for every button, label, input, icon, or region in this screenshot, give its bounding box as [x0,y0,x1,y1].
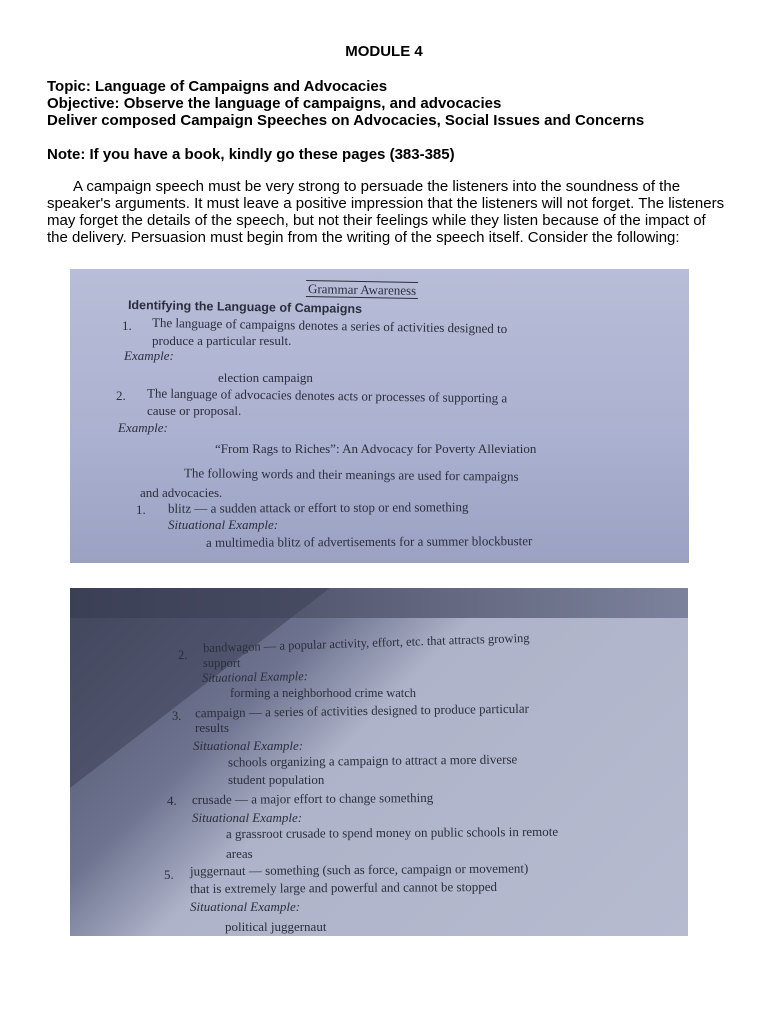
word-1-definition: blitz — a sudden attack or effort to stop or end something [167,499,469,516]
word-4-line-1: crusade — a major effort to change something [191,789,434,808]
word-2-situational-label: Situational Example: [201,669,308,685]
word-3-example-line-1: schools organizing a campaign to attract a more diverse [227,751,518,770]
word-5-line-1: juggernaut — something (such as force, campaign or movement) [189,860,529,879]
item-1-number: 1. [122,318,132,333]
book-page-photo-2 [70,588,688,936]
word-5-line-2: that is extremely large and powerful and cannot be stopped [189,878,498,897]
word-5-number: 5. [164,867,174,882]
word-3-example-line-2: student population [228,772,325,787]
identifying-heading: Identifying the Language of Campaigns [127,297,363,317]
intro-paragraph-text: A campaign speech must be very strong to persuade the listeners into the soundness of the speaker's arguments. It must leave a positive impression that the listeners will not forget. The listeners may forget the details of the speech, but not their feelings while they listen because of the impact of the delivery. Persuasion must begin from the writing of the speech itself. Consider the following: [47,178,725,246]
word-3-line-1: campaign — a series of activities designed to produce particular [194,700,529,721]
module-title: MODULE 4 [345,43,423,60]
item-1-line-2: produce a particular result. [152,333,292,348]
word-1-number: 1. [136,502,146,517]
word-3-situational-label: Situational Example: [193,738,304,753]
word-5-example: political juggernaut [225,919,327,934]
topic-line: Topic: Language of Campaigns and Advocacies [47,78,388,95]
word-4-example-line-2: areas [226,846,253,861]
word-4-number: 4. [167,793,177,808]
word-5-situational-label: Situational Example: [190,899,301,914]
word-3-number: 3. [172,709,182,723]
grammar-awareness-heading: Grammar Awareness [306,280,418,299]
word-4-example-line-1: a grassroot crusade to spend money on public schools in remote [225,823,559,842]
note-line: Note: If you have a book, kindly go these pages (383-385) [47,146,455,163]
word-1-example: a multimedia blitz of advertisements for a summer blockbuster [205,533,533,550]
word-4-situational-label: Situational Example: [192,810,303,825]
word-2-example: forming a neighborhood crime watch [230,686,417,700]
objective-line: Objective: Observe the language of campaigns, and advocacies [47,95,502,112]
book-page-photo-1 [70,269,689,563]
deliver-line: Deliver composed Campaign Speeches on Advocacies, Social Issues and Concerns [47,112,645,129]
word-2-line-2: support [203,656,241,670]
intro-paragraph [47,178,727,246]
word-2-line-1: bandwagon — a popular activity, effort, etc. that attracts growing [202,630,530,656]
example-label-1: Example: [124,348,174,363]
item-1-line-1: The language of campaigns denotes a series of activities designed to [151,314,508,337]
item-2-line-1: The language of advocacies denotes acts or processes of supporting a [146,385,508,406]
word-3-line-2: results [195,720,229,735]
example-1: election campaign [218,370,313,385]
word-2-number: 2. [178,648,188,662]
item-2-number: 2. [116,388,126,403]
word-1-situational-label: Situational Example: [168,517,279,532]
words-line-2: and advocacies. [140,485,223,500]
words-line-1: The following words and their meanings are used for campaigns [183,465,519,484]
example-label-2: Example: [118,420,168,435]
example-2: “From Rags to Riches”: An Advocacy for Poverty Alleviation [215,441,537,456]
item-2-line-2: cause or proposal. [147,403,242,418]
